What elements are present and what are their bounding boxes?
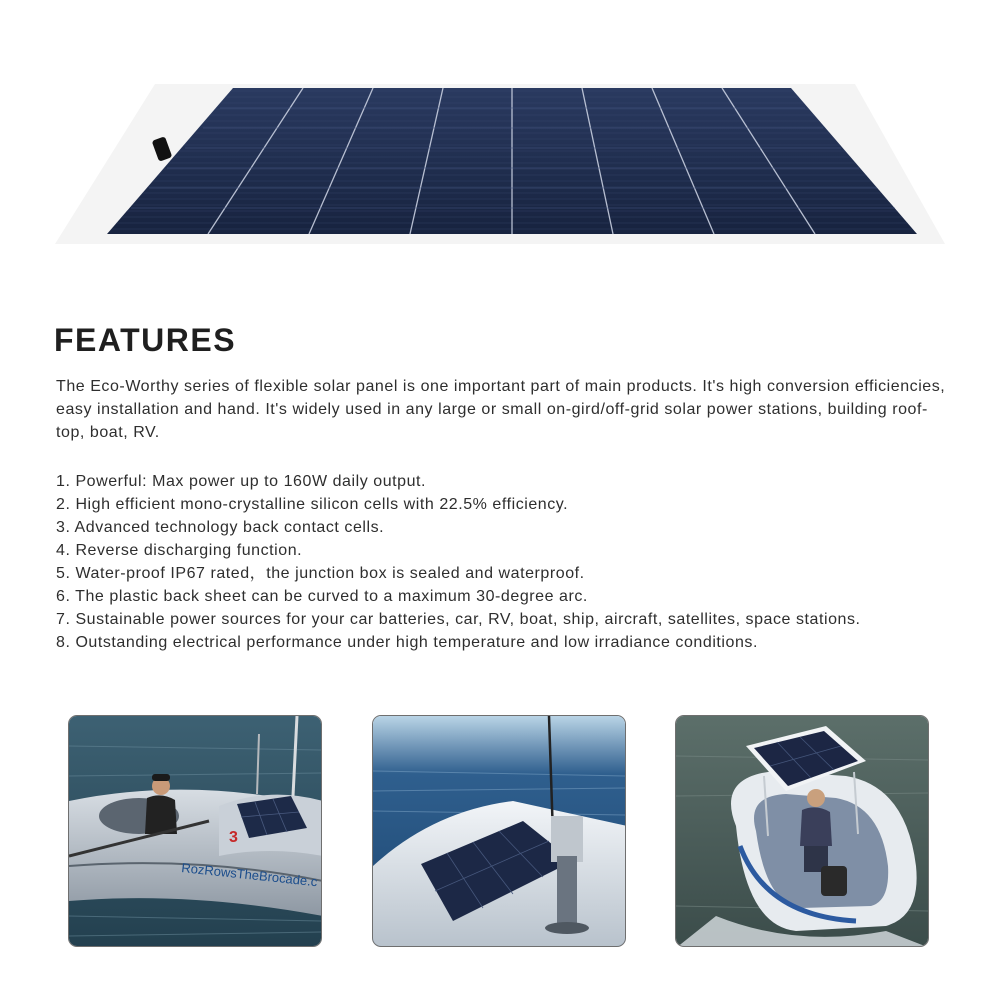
boat-hull-text: RozRowsTheBrocade.c	[180, 860, 319, 890]
solar-panel-image	[55, 82, 945, 250]
boat-deck-photo	[372, 715, 626, 947]
list-item: 3. Advanced technology back contact cells.	[56, 519, 385, 536]
list-item: 4. Reverse discharging function.	[56, 542, 303, 559]
list-item: 7. Sustainable power sources for your car batteries, car, RV, boat, ship, aircraft, satellites, space stations.	[56, 611, 861, 628]
list-item: 1. Powerful: Max power up to 160W daily output.	[56, 473, 427, 490]
list-item: 5. Water-proof IP67 rated，the junction box is sealed and waterproof.	[56, 565, 585, 582]
list-item: 6. The plastic back sheet can be curved to a maximum 30-degree arc.	[56, 588, 588, 605]
boat-number-mark: 3	[229, 829, 238, 846]
features-heading: FEATURES	[54, 322, 237, 358]
inflatable-boat-photo	[675, 715, 929, 947]
list-item: 2. High efficient mono-crystalline silicon cells with 22.5% efficiency.	[56, 496, 569, 513]
feature-list	[56, 470, 986, 654]
features-intro: The Eco-Worthy series of flexible solar panel is one important part of main products. It's high conversion efficiencies, easy installation and hand. It's widely used in any large or small on-gird/off-grid solar power stations, building roof-top, boat, RV.	[56, 378, 946, 441]
list-item: 8. Outstanding electrical performance under high temperature and low irradiance conditions.	[56, 634, 758, 651]
rowing-boat-photo	[68, 715, 322, 947]
